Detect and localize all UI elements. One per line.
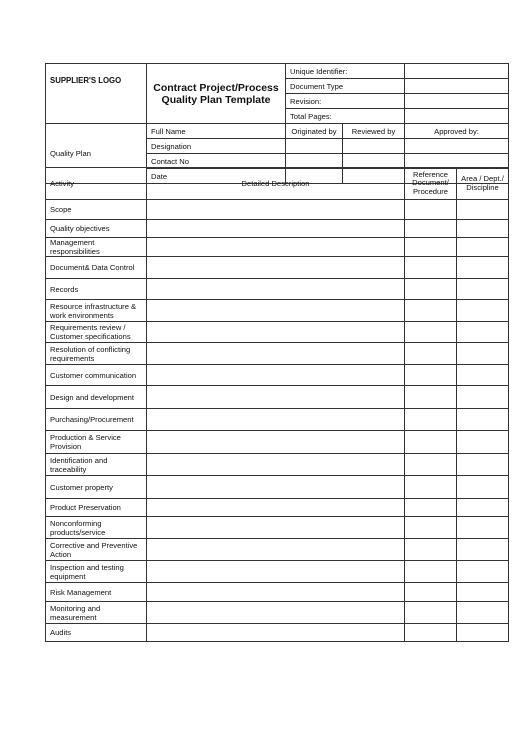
reference-column-header: Reference Document/ Procedure — [405, 168, 457, 200]
document-type-label: Document Type — [286, 79, 405, 94]
area-cell[interactable] — [457, 200, 509, 220]
area-cell[interactable] — [457, 602, 509, 624]
activity-label: Customer property — [46, 476, 147, 499]
description-cell[interactable] — [147, 561, 405, 583]
area-cell[interactable] — [457, 583, 509, 602]
description-cell[interactable] — [147, 476, 405, 499]
reference-cell[interactable] — [405, 431, 457, 454]
reference-cell[interactable] — [405, 257, 457, 279]
description-cell[interactable] — [147, 200, 405, 220]
table-row — [46, 602, 509, 624]
reviewed-by-designation[interactable] — [343, 139, 405, 154]
activity-label: Customer communication — [46, 365, 147, 386]
area-cell[interactable] — [457, 300, 509, 322]
description-cell[interactable] — [147, 322, 405, 343]
reference-cell[interactable] — [405, 583, 457, 602]
reference-cell[interactable] — [405, 476, 457, 499]
quality-plan-label: Quality Plan — [46, 124, 147, 184]
reference-cell[interactable] — [405, 300, 457, 322]
reference-cell[interactable] — [405, 517, 457, 539]
activity-label: Identification and traceability — [46, 454, 147, 476]
description-cell[interactable] — [147, 624, 405, 642]
approved-by-label: Approved by: — [405, 124, 509, 139]
activity-label: Resolution of conflicting requirements — [46, 343, 147, 365]
activity-label: Product Preservation — [46, 499, 147, 517]
originated-by-label: Originated by — [286, 124, 343, 139]
area-cell[interactable] — [457, 365, 509, 386]
revision-value[interactable] — [405, 94, 509, 109]
table-row — [46, 409, 509, 431]
reference-cell[interactable] — [405, 220, 457, 238]
total-pages-value[interactable] — [405, 109, 509, 124]
description-cell[interactable] — [147, 602, 405, 624]
description-cell[interactable] — [147, 409, 405, 431]
activity-label: Purchasing/Procurement — [46, 409, 147, 431]
reference-cell[interactable] — [405, 624, 457, 642]
description-cell[interactable] — [147, 257, 405, 279]
activity-label: Document& Data Control — [46, 257, 147, 279]
table-row — [46, 238, 509, 257]
date-label: Date — [147, 169, 286, 184]
area-cell[interactable] — [457, 257, 509, 279]
reference-cell[interactable] — [405, 279, 457, 300]
document-type-value[interactable] — [405, 79, 509, 94]
area-cell[interactable] — [457, 220, 509, 238]
table-row — [46, 431, 509, 454]
unique-identifier-value[interactable] — [405, 64, 509, 79]
reference-cell[interactable] — [405, 602, 457, 624]
activity-table-header-row — [46, 168, 509, 200]
area-cell[interactable] — [457, 409, 509, 431]
table-row — [46, 386, 509, 409]
area-cell[interactable] — [457, 431, 509, 454]
description-column-header: Detailed Description — [147, 168, 405, 200]
table-row — [46, 499, 509, 517]
table-row — [46, 517, 509, 539]
table-row — [46, 322, 509, 343]
table-row — [46, 583, 509, 602]
activity-label: Design and development — [46, 386, 147, 409]
description-cell[interactable] — [147, 343, 405, 365]
reference-cell[interactable] — [405, 386, 457, 409]
activity-table — [45, 167, 509, 642]
area-cell[interactable] — [457, 279, 509, 300]
reference-cell[interactable] — [405, 343, 457, 365]
description-cell[interactable] — [147, 279, 405, 300]
area-cell[interactable] — [457, 476, 509, 499]
full-name-label: Full Name — [147, 124, 286, 139]
reference-cell[interactable] — [405, 238, 457, 257]
reference-cell[interactable] — [405, 499, 457, 517]
table-row — [46, 624, 509, 642]
reference-cell[interactable] — [405, 454, 457, 476]
table-row — [46, 200, 509, 220]
activity-label: Corrective and Preventive Action — [46, 539, 147, 561]
table-row — [46, 365, 509, 386]
description-cell[interactable] — [147, 386, 405, 409]
reference-cell[interactable] — [405, 561, 457, 583]
area-cell[interactable] — [457, 343, 509, 365]
area-cell[interactable] — [457, 454, 509, 476]
area-cell[interactable] — [457, 322, 509, 343]
activity-table-body — [46, 200, 509, 642]
total-pages-label: Total Pages: — [286, 109, 405, 124]
description-cell[interactable] — [147, 300, 405, 322]
contact-no-label: Contact No — [147, 154, 286, 169]
area-cell[interactable] — [457, 517, 509, 539]
reference-cell[interactable] — [405, 322, 457, 343]
activity-label: Requirements review / Customer specifications — [46, 322, 147, 343]
description-cell[interactable] — [147, 454, 405, 476]
activity-label: Audits — [46, 624, 147, 642]
activity-label: Production & Service Provision — [46, 431, 147, 454]
table-row — [46, 220, 509, 238]
description-cell[interactable] — [147, 365, 405, 386]
activity-label: Risk Management — [46, 583, 147, 602]
table-row — [46, 561, 509, 583]
table-row — [46, 257, 509, 279]
table-row — [46, 539, 509, 561]
originated-by-designation[interactable] — [286, 139, 343, 154]
table-row — [46, 454, 509, 476]
table-row — [46, 343, 509, 365]
activity-label: Scope — [46, 200, 147, 220]
approved-by-designation[interactable] — [405, 139, 509, 154]
activity-label: Quality objectives — [46, 220, 147, 238]
reference-cell[interactable] — [405, 200, 457, 220]
description-cell[interactable] — [147, 517, 405, 539]
table-row — [46, 476, 509, 499]
unique-identifier-label: Unique Identifier: — [286, 64, 405, 79]
table-row — [46, 300, 509, 322]
activity-label: Resource infrastructure & work environments — [46, 300, 147, 322]
area-cell[interactable] — [457, 539, 509, 561]
activity-label: Management responsibilities — [46, 238, 147, 257]
reference-cell[interactable] — [405, 539, 457, 561]
activity-column-header: Activity — [46, 168, 147, 200]
table-row — [46, 279, 509, 300]
reference-cell[interactable] — [405, 365, 457, 386]
activity-label: Monitoring and measurement — [46, 602, 147, 624]
area-cell[interactable] — [457, 624, 509, 642]
area-column-header: Area / Dept./ Discipline — [457, 168, 509, 200]
description-cell[interactable] — [147, 583, 405, 602]
reference-cell[interactable] — [405, 409, 457, 431]
designation-label: Designation — [147, 139, 286, 154]
activity-label: Nonconforming products/service — [46, 517, 147, 539]
area-cell[interactable] — [457, 561, 509, 583]
area-cell[interactable] — [457, 386, 509, 409]
area-cell[interactable] — [457, 499, 509, 517]
reviewed-by-label: Reviewed by — [343, 124, 405, 139]
description-cell[interactable] — [147, 499, 405, 517]
description-cell[interactable] — [147, 431, 405, 454]
form-header-table — [45, 63, 509, 184]
description-cell[interactable] — [147, 220, 405, 238]
activity-label: Records — [46, 279, 147, 300]
description-cell[interactable] — [147, 539, 405, 561]
supplier-logo-cell: SUPPLIER'S LOGO — [46, 64, 147, 124]
area-cell[interactable] — [457, 238, 509, 257]
revision-label: Revision: — [286, 94, 405, 109]
description-cell[interactable] — [147, 238, 405, 257]
activity-label: Inspection and testing equipment — [46, 561, 147, 583]
form-title: Contract Project/Process Quality Plan Template — [147, 64, 286, 124]
